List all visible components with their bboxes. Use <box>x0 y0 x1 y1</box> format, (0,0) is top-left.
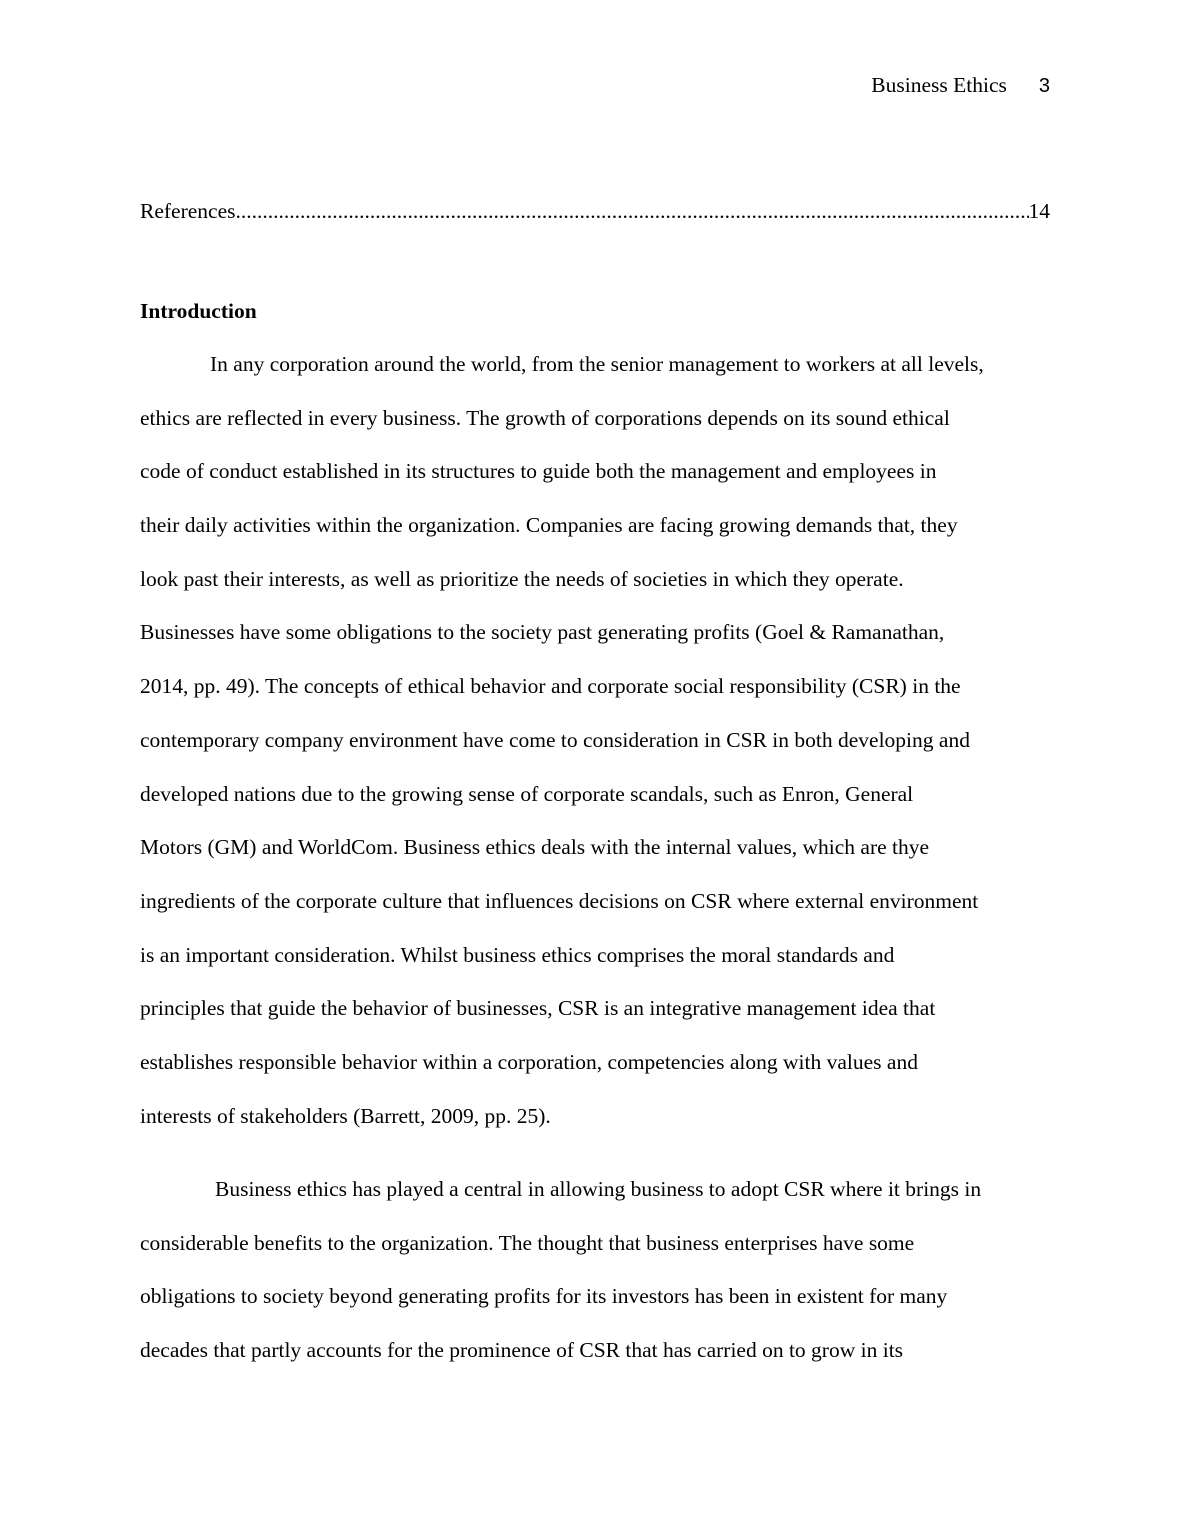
paragraph-line: developed nations due to the growing sense of corporate scandals, such as Enron, General <box>140 781 914 806</box>
section-heading: Introduction <box>140 299 257 323</box>
toc-entry-references[interactable] <box>140 196 1050 226</box>
paragraph-line: their daily activities within the organization. Companies are facing growing demands that, they <box>140 513 958 538</box>
paragraph-1 <box>140 338 1050 1143</box>
paragraph-line: code of conduct established in its structures to guide both the management and employees in <box>140 459 937 484</box>
paragraph-line: principles that guide the behavior of businesses, CSR is an integrative management idea that <box>140 996 936 1021</box>
paragraph-line: is an important consideration. Whilst business ethics comprises the moral standards and <box>140 942 895 967</box>
paragraph-line: In any corporation around the world, from the senior management to workers at all levels, <box>210 352 984 376</box>
paragraph-2 <box>140 1163 1050 1378</box>
toc-entry-page: 14 <box>1028 199 1050 223</box>
paragraph-line: Businesses have some obligations to the society past generating profits (Goel & Ramanathan, <box>140 620 945 645</box>
paragraph-line: establishes responsible behavior within a corporation, competencies along with values and <box>140 1049 918 1074</box>
paragraph-line: decades that partly accounts for the prominence of CSR that has carried on to grow in its <box>140 1338 904 1363</box>
toc-dot-leader <box>236 196 1029 226</box>
paragraph-line: ingredients of the corporate culture that influences decisions on CSR where external environment <box>140 888 979 913</box>
running-head: Business Ethics <box>871 73 1007 97</box>
paragraph-line: Motors (GM) and WorldCom. Business ethics deals with the internal values, which are thye <box>140 835 930 860</box>
page-header <box>871 70 1050 101</box>
toc-entry-label: References <box>140 199 236 223</box>
paragraph-line: considerable benefits to the organization. The thought that business enterprises have some <box>140 1230 915 1255</box>
paragraph-line: 2014, pp. 49). The concepts of ethical behavior and corporate social responsibility (CSR) in the <box>140 674 961 699</box>
paragraph-line: ethics are reflected in every business. The growth of corporations depends on its sound ethical <box>140 405 950 430</box>
page-number: 3 <box>1038 75 1050 97</box>
paragraph-line: Business ethics has played a central in allowing business to adopt CSR where it brings in <box>215 1177 982 1201</box>
paragraph-line: contemporary company environment have come to consideration in CSR in both developing and <box>140 727 970 752</box>
paragraph-line: interests of stakeholders (Barrett, 2009, pp. 25). <box>140 1103 551 1128</box>
paragraph-line: look past their interests, as well as prioritize the needs of societies in which they operate. <box>140 566 904 591</box>
paragraph-line: obligations to society beyond generating profits for its investors has been in existent for many <box>140 1284 948 1309</box>
